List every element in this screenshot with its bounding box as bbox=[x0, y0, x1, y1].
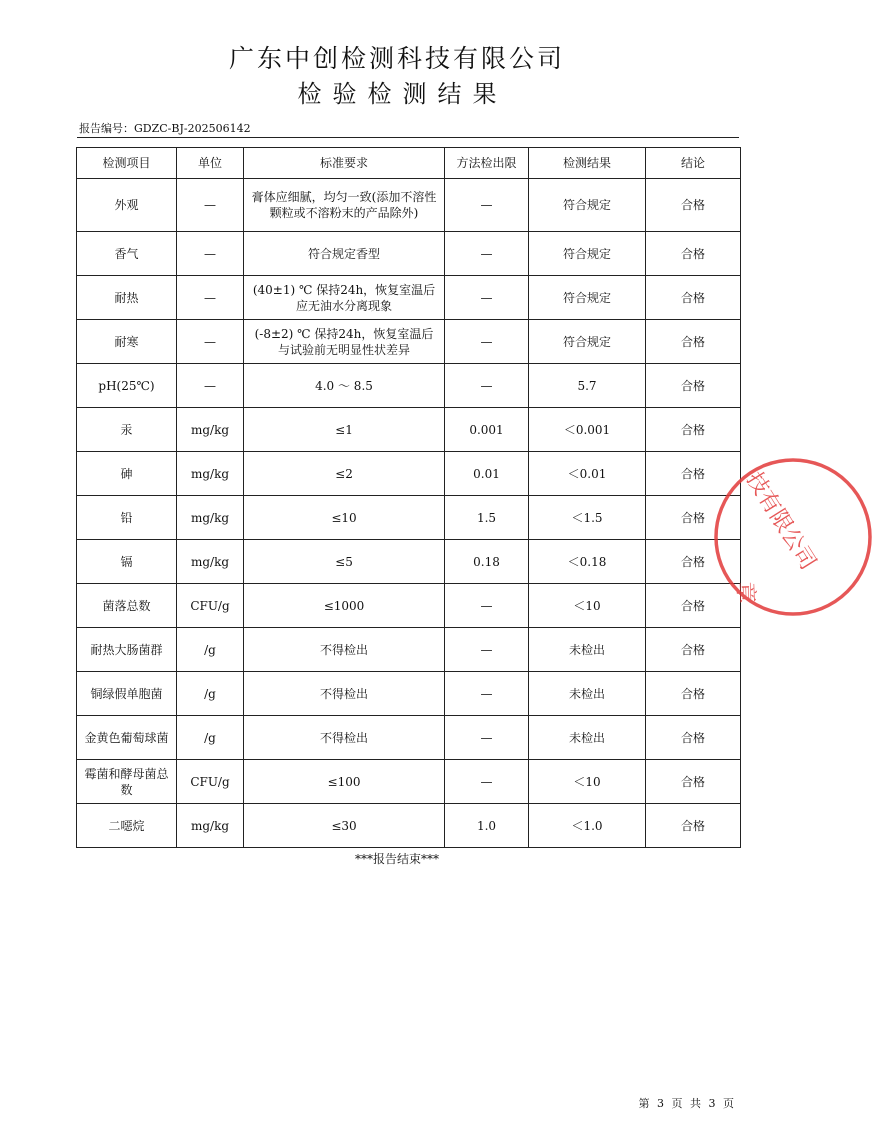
table-row bbox=[77, 408, 741, 452]
cell-standard: 4.0 ～ 8.5 bbox=[244, 364, 445, 408]
cell-standard: ≤10 bbox=[244, 496, 445, 540]
cell-standard: 不得检出 bbox=[244, 716, 445, 760]
dash-mark: — bbox=[480, 198, 493, 212]
cell-limit: 0.001 bbox=[445, 408, 529, 452]
cell-standard: ≤100 bbox=[244, 760, 445, 804]
cell-limit-dash bbox=[445, 760, 529, 804]
cell-conclusion: 合格 bbox=[646, 364, 741, 408]
dash-mark: — bbox=[480, 378, 493, 393]
cell-standard: 不得检出 bbox=[244, 672, 445, 716]
cell-conclusion: 合格 bbox=[646, 408, 741, 452]
table-row bbox=[77, 672, 741, 716]
cell-limit: 0.18 bbox=[445, 540, 529, 584]
company-name: 广东中创检测科技有限公司 bbox=[228, 44, 565, 73]
cell-item: 铅 bbox=[77, 496, 177, 540]
cell-item: 金黄色葡萄球菌 bbox=[77, 716, 177, 760]
cell-item: 菌落总数 bbox=[77, 584, 177, 628]
cell-limit-dash bbox=[445, 584, 529, 628]
cell-limit-dash bbox=[445, 232, 529, 276]
cell-unit-dash bbox=[177, 364, 244, 408]
cell-item: 耐寒 bbox=[77, 320, 177, 364]
col-header-unit: 单位 bbox=[177, 148, 244, 179]
dash-mark: — bbox=[480, 642, 493, 657]
cell-conclusion: 合格 bbox=[646, 760, 741, 804]
table-row bbox=[77, 716, 741, 760]
cell-limit-dash bbox=[445, 320, 529, 364]
cell-conclusion: 合格 bbox=[646, 276, 741, 320]
cell-limit-dash bbox=[445, 364, 529, 408]
report-number-line bbox=[79, 122, 251, 136]
cell-result: ＜0.01 bbox=[529, 452, 646, 496]
cell-limit-dash bbox=[445, 716, 529, 760]
table-row bbox=[77, 584, 741, 628]
cell-conclusion: 合格 bbox=[646, 584, 741, 628]
table-row bbox=[77, 628, 741, 672]
cell-conclusion: 合格 bbox=[646, 804, 741, 848]
cell-result: ＜10 bbox=[529, 760, 646, 804]
cell-limit: 0.01 bbox=[445, 452, 529, 496]
cell-conclusion: 合格 bbox=[646, 320, 741, 364]
col-header-conclusion: 结论 bbox=[646, 148, 741, 179]
dash-mark: — bbox=[480, 686, 493, 701]
cell-unit: mg/kg bbox=[177, 408, 244, 452]
cell-limit-dash bbox=[445, 179, 529, 232]
col-header-item: 检测项目 bbox=[77, 148, 177, 179]
cell-result: 未检出 bbox=[529, 672, 646, 716]
report-number-label: 报告编号： bbox=[79, 122, 134, 135]
cell-result: ＜0.18 bbox=[529, 540, 646, 584]
cell-unit-dash bbox=[177, 179, 244, 232]
dash-mark: — bbox=[480, 774, 493, 789]
cell-standard: 符合规定香型 bbox=[244, 232, 445, 276]
dash-mark: — bbox=[204, 290, 216, 305]
cell-unit: /g bbox=[177, 628, 244, 672]
cell-unit: CFU/g bbox=[177, 584, 244, 628]
header-divider bbox=[77, 137, 739, 138]
cell-conclusion: 合格 bbox=[646, 540, 741, 584]
cell-limit: 1.5 bbox=[445, 496, 529, 540]
table-body bbox=[77, 179, 741, 848]
cell-unit: mg/kg bbox=[177, 804, 244, 848]
cell-standard: ≤1000 bbox=[244, 584, 445, 628]
cell-item: 砷 bbox=[77, 452, 177, 496]
cell-conclusion: 合格 bbox=[646, 452, 741, 496]
results-table bbox=[76, 147, 741, 848]
page-number: 第 3 页 共 3 页 bbox=[638, 1097, 736, 1110]
table-row bbox=[77, 540, 741, 584]
cell-conclusion: 合格 bbox=[646, 672, 741, 716]
table-row bbox=[77, 232, 741, 276]
cell-conclusion: 合格 bbox=[646, 179, 741, 232]
table-row bbox=[77, 179, 741, 232]
cell-item: 外观 bbox=[77, 179, 177, 232]
cell-unit: mg/kg bbox=[177, 496, 244, 540]
cell-unit: mg/kg bbox=[177, 540, 244, 584]
col-header-standard: 标准要求 bbox=[244, 148, 445, 179]
cell-item: 二噁烷 bbox=[77, 804, 177, 848]
table-row bbox=[77, 452, 741, 496]
cell-standard: ≤2 bbox=[244, 452, 445, 496]
cell-item: 镉 bbox=[77, 540, 177, 584]
dash-mark: — bbox=[480, 290, 493, 305]
cell-item: 香气 bbox=[77, 232, 177, 276]
dash-mark: — bbox=[480, 598, 493, 613]
cell-result: ＜1.0 bbox=[529, 804, 646, 848]
table-row bbox=[77, 496, 741, 540]
dash-mark: — bbox=[204, 198, 216, 212]
cell-item: 汞 bbox=[77, 408, 177, 452]
cell-unit-dash bbox=[177, 320, 244, 364]
report-end-note: ***报告结束*** bbox=[354, 852, 439, 866]
dash-mark: — bbox=[204, 334, 216, 349]
cell-item: 耐热 bbox=[77, 276, 177, 320]
cell-limit: 1.0 bbox=[445, 804, 529, 848]
cell-item: 耐热大肠菌群 bbox=[77, 628, 177, 672]
cell-unit: CFU/g bbox=[177, 760, 244, 804]
dash-mark: — bbox=[480, 334, 493, 349]
cell-standard: 膏体应细腻，均匀一致(添加不溶性颗粒或不溶粉末的产品除外) bbox=[244, 179, 445, 232]
cell-conclusion: 合格 bbox=[646, 628, 741, 672]
cell-limit-dash bbox=[445, 276, 529, 320]
table-row bbox=[77, 364, 741, 408]
cell-standard: (40±1) ℃ 保持24h，恢复室温后应无油水分离现象 bbox=[244, 276, 445, 320]
cell-standard: ≤30 bbox=[244, 804, 445, 848]
cell-result: 未检出 bbox=[529, 628, 646, 672]
cell-limit-dash bbox=[445, 672, 529, 716]
cell-unit-dash bbox=[177, 232, 244, 276]
cell-item: pH(25℃) bbox=[77, 364, 177, 408]
table-row bbox=[77, 320, 741, 364]
cell-unit-dash bbox=[177, 276, 244, 320]
cell-limit-dash bbox=[445, 628, 529, 672]
col-header-result: 检测结果 bbox=[529, 148, 646, 179]
cell-result: ＜10 bbox=[529, 584, 646, 628]
cell-result: 5.7 bbox=[529, 364, 646, 408]
cell-standard: ≤5 bbox=[244, 540, 445, 584]
seal-text: 技有限公司 bbox=[740, 467, 821, 575]
cell-result: ＜1.5 bbox=[529, 496, 646, 540]
dash-mark: — bbox=[204, 246, 216, 261]
cell-unit: /g bbox=[177, 672, 244, 716]
cell-conclusion: 合格 bbox=[646, 716, 741, 760]
dash-mark: — bbox=[204, 378, 216, 393]
document-subtitle: 检验检测结果 bbox=[297, 80, 508, 108]
report-number-value: GDZC-BJ-202506142 bbox=[134, 122, 251, 135]
cell-standard: ≤1 bbox=[244, 408, 445, 452]
cell-item: 铜绿假单胞菌 bbox=[77, 672, 177, 716]
cell-result: 符合规定 bbox=[529, 276, 646, 320]
cell-unit: /g bbox=[177, 716, 244, 760]
cell-conclusion: 合格 bbox=[646, 232, 741, 276]
cell-result: 符合规定 bbox=[529, 232, 646, 276]
seal-text-2: 章 bbox=[732, 581, 758, 605]
cell-unit: mg/kg bbox=[177, 452, 244, 496]
dash-mark: — bbox=[480, 246, 493, 261]
dash-mark: — bbox=[480, 730, 493, 745]
cell-result: 符合规定 bbox=[529, 320, 646, 364]
cell-result: 未检出 bbox=[529, 716, 646, 760]
table-row bbox=[77, 276, 741, 320]
col-header-limit: 方法检出限 bbox=[445, 148, 529, 179]
cell-standard: 不得检出 bbox=[244, 628, 445, 672]
table-row bbox=[77, 760, 741, 804]
table-header-row bbox=[77, 148, 741, 179]
table-row bbox=[77, 804, 741, 848]
company-seal bbox=[708, 452, 878, 622]
cell-item: 霉菌和酵母菌总数 bbox=[77, 760, 177, 804]
cell-conclusion: 合格 bbox=[646, 496, 741, 540]
cell-result: ＜0.001 bbox=[529, 408, 646, 452]
cell-result: 符合规定 bbox=[529, 179, 646, 232]
cell-standard: (-8±2) ℃ 保持24h，恢复室温后与试验前无明显性状差异 bbox=[244, 320, 445, 364]
